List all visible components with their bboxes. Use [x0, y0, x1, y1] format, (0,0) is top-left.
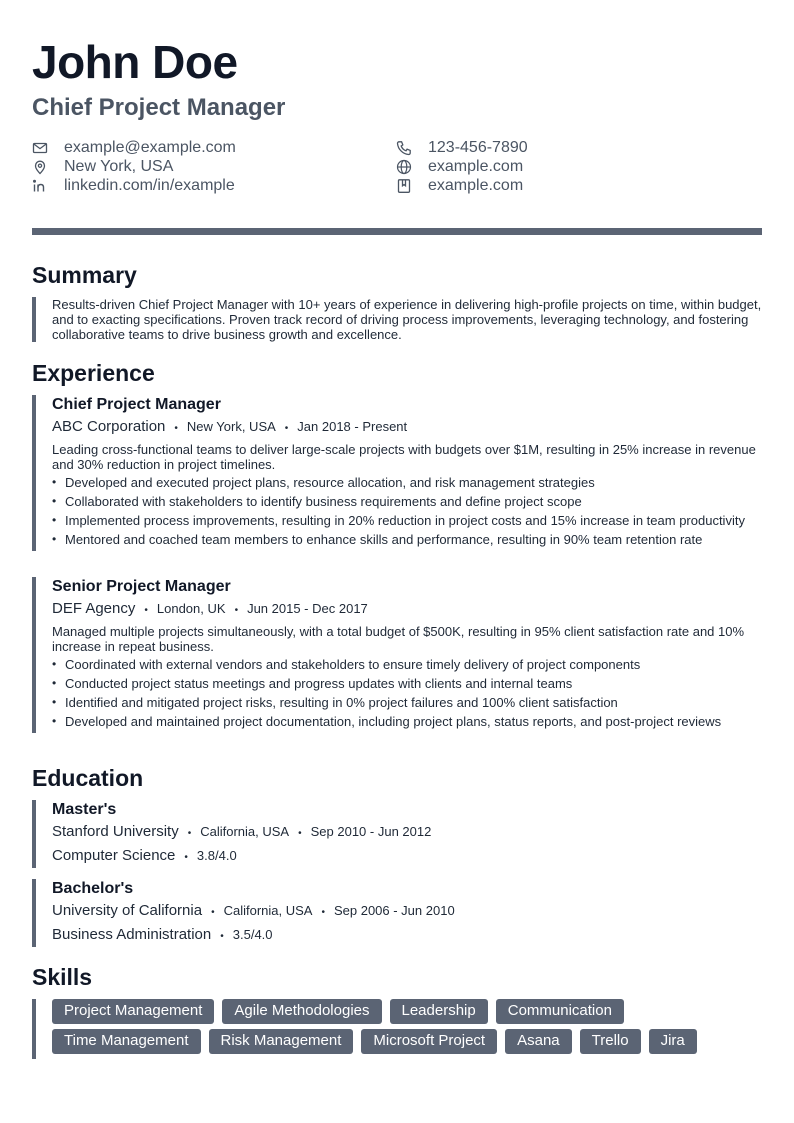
globe-icon	[396, 159, 412, 175]
job-title: Senior Project Manager	[52, 578, 231, 595]
skill-chip: Project Management	[52, 999, 214, 1024]
separator-dot: •	[184, 852, 188, 863]
job-bullet: • Coordinated with external vendors and stakeholders to ensure timely delivery of project components	[52, 657, 762, 672]
skill-chip: Microsoft Project	[361, 1029, 497, 1054]
field-meta	[52, 925, 762, 947]
candidate-name: John Doe	[32, 36, 238, 88]
job-bullets	[52, 657, 762, 729]
education-entry	[32, 800, 762, 868]
contact-list-right	[396, 138, 528, 195]
field-meta	[52, 846, 762, 868]
header-divider	[32, 228, 762, 235]
job-description: Leading cross-functional teams to deliver large-scale projects with budgets over $1M, resulting in 25% increase in revenue and 30% reduction in project timelines.	[52, 442, 756, 472]
contact-email[interactable]	[32, 138, 236, 157]
skill-chip: Risk Management	[209, 1029, 354, 1054]
job-description: Managed multiple projects simultaneously, with a total budget of $500K, resulting in 95% client satisfaction rate and 10% increase in repeat business.	[52, 624, 745, 654]
skill-row	[52, 999, 762, 1024]
job-company: DEF Agency	[52, 600, 136, 617]
contact-linkedin-text: linkedin.com/in/example	[64, 176, 235, 194]
contact-phone[interactable]	[396, 138, 528, 157]
job-meta	[52, 599, 762, 621]
experience-heading: Experience	[32, 360, 155, 386]
job-bullet: • Developed and executed project plans, resource allocation, and risk management strategies	[52, 475, 762, 490]
separator-dot: •	[234, 605, 239, 616]
skill-chip: Leadership	[390, 999, 488, 1024]
contact-location	[32, 157, 236, 176]
education-heading: Education	[32, 765, 144, 791]
skill-chip: Communication	[496, 999, 624, 1024]
job-bullet: • Collaborated with stakeholders to identify business requirements and define project scope	[52, 494, 762, 509]
degree: Bachelor's	[52, 880, 134, 897]
separator-dot: •	[298, 828, 302, 839]
school-meta	[52, 901, 762, 923]
school-location: California, USA	[200, 824, 290, 839]
mail-icon	[32, 140, 48, 156]
separator-dot: •	[187, 828, 192, 839]
skill-row	[52, 1029, 762, 1054]
separator-dot: •	[321, 907, 325, 918]
summary-block	[32, 297, 762, 342]
job-meta	[52, 417, 762, 439]
school-location: California, USA	[223, 903, 313, 918]
summary-heading: Summary	[32, 262, 137, 288]
job-company: ABC Corporation	[52, 418, 166, 435]
contact-phone-text: 123-456-7890	[428, 138, 528, 156]
location-icon	[32, 159, 48, 175]
contact-location-text: New York, USA	[64, 157, 174, 175]
summary-text: Results-driven Chief Project Manager with 10+ years of experience in delivering high-profile projects on time, within budget, and to exacting specifications. Proven track record of driving process improvements, leveraging technology, and fostering collaborative teams to drive business growth and excellence.	[52, 297, 762, 342]
skills-heading: Skills	[32, 964, 93, 990]
school-dates: Sep 2006 - Jun 2010	[333, 903, 455, 918]
job-title: Chief Project Manager	[52, 396, 221, 413]
education-entry	[32, 879, 762, 947]
field-of-study: Business Administration	[52, 926, 212, 943]
job-dates: Jan 2018 - Present	[297, 419, 408, 434]
job-bullets	[52, 475, 762, 547]
skill-chip: Trello	[580, 1029, 641, 1054]
job-bullet: • Identified and mitigated project risks, resulting in 0% project failures and 100% client satisfaction	[52, 695, 762, 710]
school-dates: Sep 2010 - Jun 2012	[310, 824, 432, 839]
contact-linkedin[interactable]	[32, 176, 236, 195]
contact-website-text: example.com	[428, 157, 524, 175]
job-location: New York, USA	[186, 419, 276, 434]
school-meta	[52, 822, 762, 844]
job-bullet: • Developed and maintained project documentation, including project plans, status reports, and post-project reviews	[52, 714, 762, 729]
skill-chip: Jira	[649, 1029, 697, 1054]
job-bullet: • Mentored and coached team members to enhance skills and performance, resulting in 90% team retention rate	[52, 532, 762, 547]
contact-list-left	[32, 138, 236, 195]
gpa: 3.5/4.0	[232, 927, 273, 942]
experience-entry	[32, 577, 762, 733]
skill-chip: Asana	[505, 1029, 572, 1054]
job-bullet: • Conducted project status meetings and progress updates with clients and internal teams	[52, 676, 762, 691]
school-name: University of California	[52, 902, 203, 919]
job-bullet: • Implemented process improvements, resulting in 20% reduction in project costs and 15% increase in team productivity	[52, 513, 762, 528]
linkedin-icon	[32, 178, 48, 194]
separator-dot: •	[284, 423, 289, 434]
contact-website[interactable]	[396, 157, 528, 176]
degree: Master's	[52, 801, 117, 818]
separator-dot: •	[211, 907, 215, 918]
school-name: Stanford University	[52, 823, 179, 840]
job-dates: Jun 2015 - Dec 2017	[247, 601, 368, 616]
contact-portfolio[interactable]	[396, 176, 528, 195]
contact-portfolio-text: example.com	[428, 176, 524, 194]
skill-chip: Agile Methodologies	[222, 999, 381, 1024]
skills-block	[32, 999, 762, 1059]
separator-dot: •	[144, 605, 148, 616]
experience-entry	[32, 395, 762, 551]
field-of-study: Computer Science	[52, 847, 176, 864]
candidate-title: Chief Project Manager	[32, 94, 286, 121]
skill-chip: Time Management	[52, 1029, 201, 1054]
contact-email-text: example@example.com	[64, 138, 236, 156]
separator-dot: •	[220, 931, 224, 942]
phone-icon	[396, 140, 412, 156]
gpa: 3.8/4.0	[196, 848, 237, 863]
separator-dot: •	[174, 423, 178, 434]
portfolio-icon	[396, 178, 412, 194]
job-location: London, UK	[156, 601, 226, 616]
